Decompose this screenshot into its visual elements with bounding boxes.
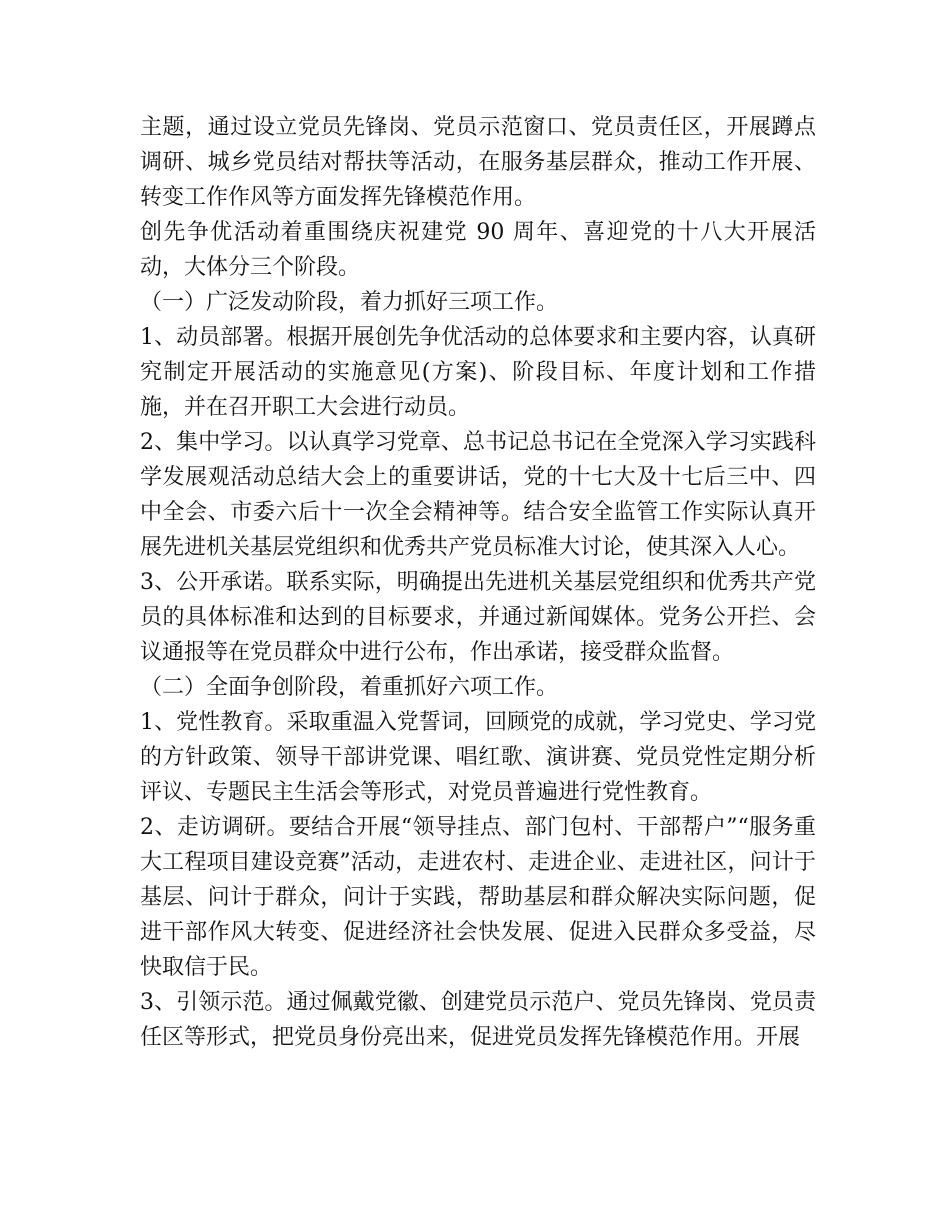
- paragraph: 3、引领示范。通过佩戴党徽、创建党员示范户、党员先锋岗、党员责任区等形式，把党员身份亮出来，促进党员发挥先锋模范作用。开展: [140, 990, 816, 1050]
- paragraph: 1、党性教育。采取重温入党誓词，回顾党的成就，学习党史、学习党的方针政策、领导干部讲党课、唱红歌、演讲赛、党员党性定期分析评议、专题民主生活会等形式，对党员普遍进行党性教育。: [140, 710, 816, 805]
- paragraph: 3、公开承诺。联系实际，明确提出先进机关基层党组织和优秀共产党员的具体标准和达到的目标要求，并通过新闻媒体。党务公开拦、会议通报等在党员群众中进行公布，作出承诺，接受群众监督。: [140, 570, 816, 665]
- section-heading: （二）全面争创阶段，着重抓好六项工作。: [140, 675, 559, 700]
- paragraph: 1、动员部署。根据开展创先争优活动的总体要求和主要内容，认真研究制定开展活动的实施意见(方案)、阶段目标、年度计划和工作措施，并在召开职工大会进行动员。: [140, 325, 816, 420]
- paragraph: 2、集中学习。以认真学习党章、总书记总书记在全党深入学习实践科学发展观活动总结大会上的重要讲话，党的十七大及十七后三中、四中全会、市委六后十一次全会精神等。结合安全监管工作实际认真开展先进机关基层党组织和优秀共产党员标准大讨论，使其深入人心。: [140, 430, 816, 560]
- section-heading: （一）广泛发动阶段，着力抓好三项工作。: [140, 290, 559, 315]
- document-body: [140, 110, 816, 1055]
- paragraph: 主题，通过设立党员先锋岗、党员示范窗口、党员责任区，开展蹲点调研、城乡党员结对帮扶等活动，在服务基层群众，推动工作开展、转变工作作风等方面发挥先锋模范作用。: [140, 115, 816, 210]
- paragraph: 2、走访调研。要结合开展“领导挂点、部门包村、干部帮户”“服务重大工程项目建设竞赛”活动，走进农村、走进企业、走进社区，问计于基层、问计于群众，问计于实践，帮助基层和群众解决实际问题，促进干部作风大转变、促进经济社会快发展、促进入民群众多受益，尽快取信于民。: [140, 815, 816, 980]
- paragraph: 创先争优活动着重围绕庆祝建党 90 周年、喜迎党的十八大开展活动，大体分三个阶段。: [140, 220, 816, 280]
